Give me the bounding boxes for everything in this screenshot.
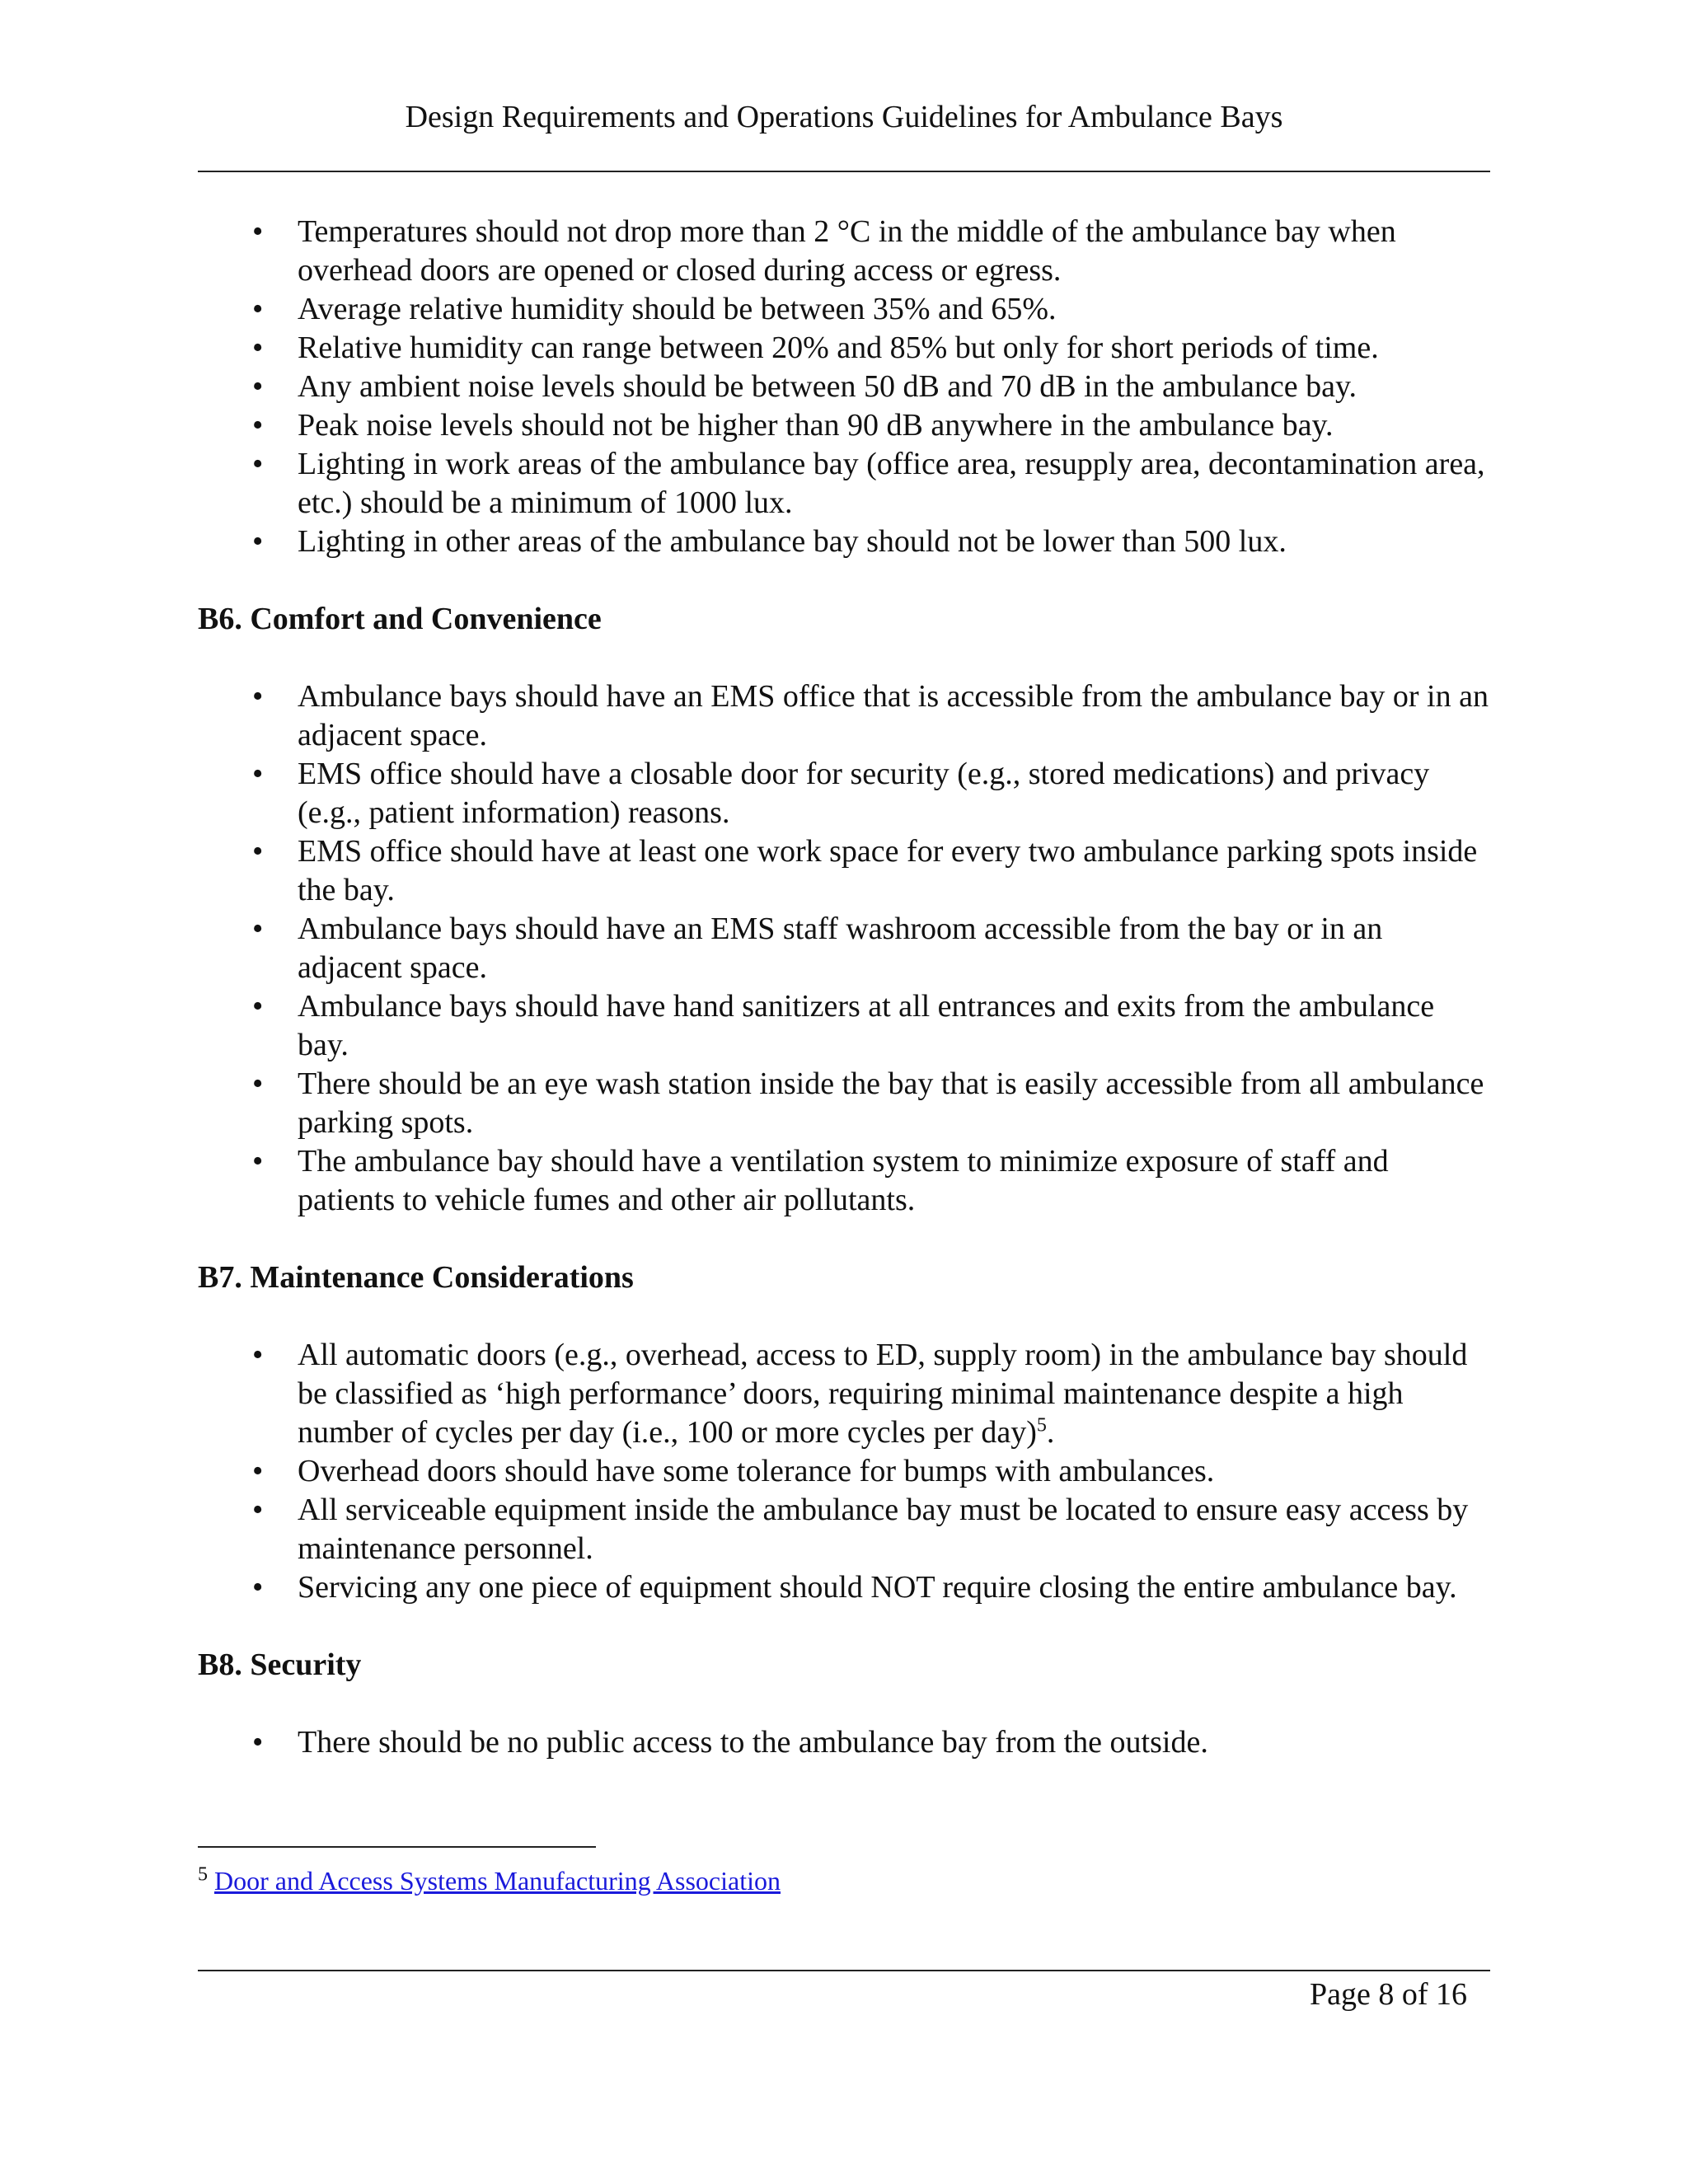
list-item: • Average relative humidity should be between 35% and 65%. [252,292,1057,326]
list-item: • Ambulance bays should have hand sanitizers at all entrances and exits from the ambulance bay. [252,989,1435,1062]
footnote [198,1864,781,1897]
list-item: • Ambulance bays should have an EMS staff washroom accessible from the bay or in an adjacent space. [252,912,1383,985]
section-heading-b6: B6. Comfort and Convenience [198,602,602,636]
page-header-title: Design Requirements and Operations Guidelines for Ambulance Bays [405,100,1283,134]
list-item: • EMS office should have at least one work space for every two ambulance parking spots inside the bay. [252,834,1478,907]
b7-bullet-list [198,1336,1490,1607]
b6-bullet-list [198,677,1490,1220]
list-item: • The ambulance bay should have a ventilation system to minimize exposure of staff and patients to vehicle fumes and other air pollutants. [252,1144,1389,1217]
page-content [198,213,1490,1762]
list-item: • All serviceable equipment inside the ambulance bay must be located to ensure easy access by maintenance personnel. [252,1493,1469,1566]
list-item: • There should be an eye wash station inside the bay that is easily accessible from all ambulance parking spots. [252,1066,1484,1140]
list-item: • Servicing any one piece of equipment should NOT require closing the entire ambulance bay. [252,1570,1457,1605]
list-item: • Temperatures should not drop more than 2 °C in the middle of the ambulance bay when overhead doors are opened or closed during access or egress. [252,214,1396,288]
footnote-link[interactable]: Door and Access Systems Manufacturing Association [214,1866,781,1896]
section-heading-b7: B7. Maintenance Considerations [198,1260,634,1295]
page-number: Page 8 of 16 [1309,1977,1467,2012]
header-divider [198,171,1490,172]
b8-bullet-list [198,1723,1490,1762]
section-heading-b8: B8. Security [198,1647,362,1682]
list-item: • Relative humidity can range between 20% and 85% but only for short periods of time. [252,330,1379,365]
list-item: • Peak noise levels should not be higher than 90 dB anywhere in the ambulance bay. [252,408,1334,443]
list-item: • There should be no public access to the ambulance bay from the outside. [252,1725,1208,1760]
list-item: • Overhead doors should have some tolerance for bumps with ambulances. [252,1454,1215,1488]
b5-bullet-list [198,213,1490,561]
footnote-number: 5 [198,1863,208,1886]
list-item: • All automatic doors (e.g., overhead, access to ED, supply room) in the ambulance bay should be classified as ‘high performance’ doors, requiring minimal maintenance despite a high number of cycles per day (i.e., 100 or more cycles per day)$^5$. [252,1338,1468,1450]
footnote-reference: 5 [1036,1414,1047,1436]
list-item: • EMS office should have a closable door for security (e.g., stored medications) and privacy (e.g., patient information) reasons. [252,757,1430,830]
list-item: • Lighting in other areas of the ambulance bay should not be lower than 500 lux. [252,524,1287,559]
footer-divider [198,1970,1490,1971]
list-item: • Ambulance bays should have an EMS office that is accessible from the ambulance bay or in an adjacent space. [252,679,1489,752]
list-item: • Lighting in work areas of the ambulance bay (office area, resupply area, decontamination area, etc.) should be a minimum of 1000 lux. [252,447,1485,520]
list-item: • Any ambient noise levels should be between 50 dB and 70 dB in the ambulance bay. [252,369,1357,404]
footnote-divider [198,1846,596,1848]
